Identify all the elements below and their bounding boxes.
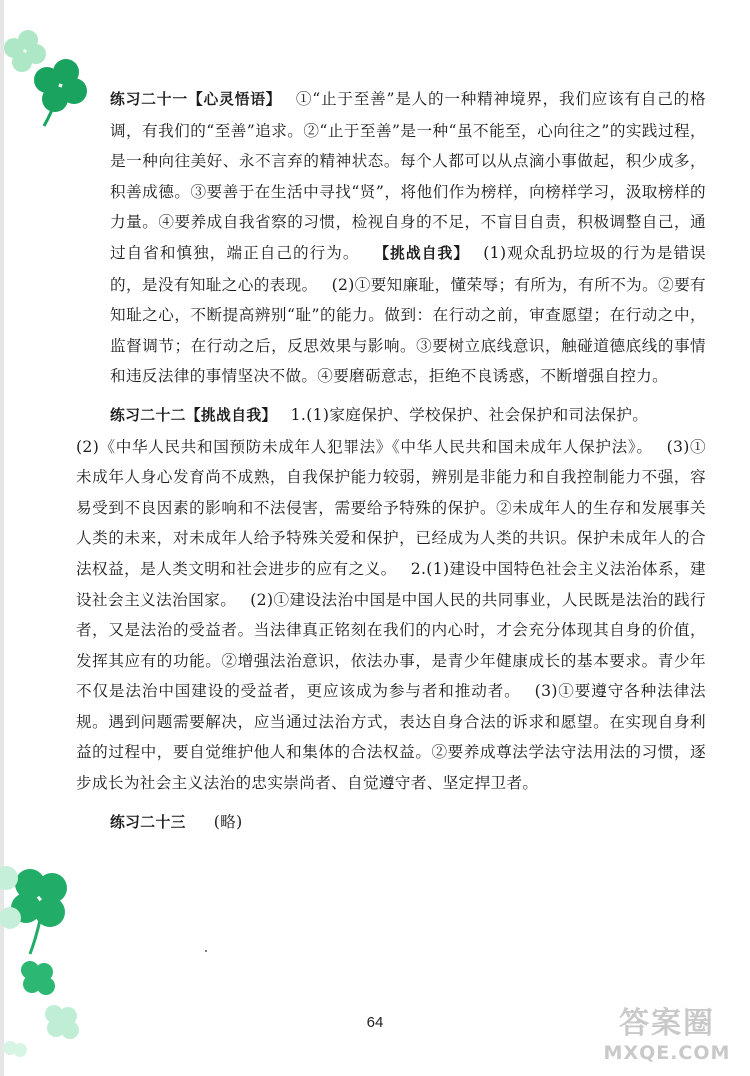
watermark-logo <box>592 1006 742 1068</box>
exercise-22-cont <box>76 432 706 799</box>
exercise-22-answer-1-3: (3)①未成年人身心发育尚不成熟，自我保护能力较弱，辨别是非能力和自我控制能力不强，容易受到不良因素的影响和不法侵害，需要给予特殊的保护。②未成年人的生存和发展事关人类的未来，对未成年人给予特殊关爱和保护，已经成为人类的共识。保护未成年人的合法权益，是人类文明和社会进步的应有之义。 <box>76 437 706 578</box>
exercise-22-answer-2-1: 2.(1)建设中国特色社会主义法治体系，建设社会主义法治国家。 <box>76 559 706 609</box>
watermark-bottom-text: MXQE.COM <box>603 1042 731 1064</box>
exercise-21-challenge-1: (1)观众乱扔垃圾的行为是错误的，是没有知耻之心的表现。 <box>110 243 706 294</box>
exercise-22-answer-1-1: 1.(1)家庭保护、学校保护、社会保护和司法保护。 <box>290 405 649 424</box>
exercise-22-tag-challenge: 【挑战自我】 <box>185 406 277 424</box>
clover-icon <box>0 22 100 132</box>
answer-content <box>76 84 706 838</box>
exercise-21-tag-challenge: 【挑战自我】 <box>373 244 470 262</box>
stray-dot <box>205 950 207 952</box>
exercise-21-challenge-2: (2)①要知廉耻，懂荣辱；有所为，有所不为。②要有知耻之心，不断提高辨别“耻”的能力。做到：在行动之前，审查愿望；在行动之中，监督调节；在行动之后，反思效果与影响。③要树立底线意识，触碰道德底线的事情和违反法律的事情坚决不做。④要磨砺意志，拒绝不良诱惑，不断增强自控力。 <box>110 275 706 386</box>
exercise-22-answer-2-3: (3)①要遵守各种法律法规。遇到问题需要解决，应当通过法治方式，表达自身合法的诉求和愿望。在实现自身利益的过程中，要自觉维护他人和集体的合法权益。②要养成尊法学法守法用法的习惯，逐步成长为社会主义法治的忠实崇尚者、自觉遵守者、坚定捍卫者。 <box>76 682 706 793</box>
exercise-21-title: 练习二十一 <box>110 91 188 108</box>
clover-icon <box>0 858 95 1076</box>
exercise-22 <box>110 400 706 432</box>
exercise-23 <box>110 807 706 839</box>
exercise-22-answer-2-2: (2)①建设法治中国是中国人民的共同事业，人民既是法治的践行者，又是法治的受益者。当法律真正铭刻在我们的内心时，才会充分体现其自身的价值，发挥其应有的功能。②增强法治意识，依法办事，是青少年健康成长的基本要求。青少年不仅是法治中国建设的受益者，更应该成为参与者和推动者。 <box>76 590 706 701</box>
exercise-22-title: 练习二十二 <box>110 406 186 424</box>
exercise-23-title: 练习二十三 <box>110 813 186 831</box>
exercise-21 <box>110 84 706 392</box>
page-number: 64 <box>366 1014 384 1031</box>
exercise-21-tag-insight: 【心灵悟语】 <box>187 91 282 108</box>
exercise-23-text: (略) <box>213 812 243 831</box>
exercise-21-insight-text: ①“止于至善”是人的一种精神境界，我们应该有自己的格调，有我们的“至善”追求。②“止于至善”是一种“虽不能至，心向往之”的实践过程，是一种向往美好、永不言弃的精神状态。每个人都可以从点滴小事做起，积少成多，积善成德。③要善于在生活中寻找“贤”，将他们作为榜样，向榜样学习，汲取榜样的力量。④要养成自我省察的习惯，检视自身的不足，不盲目自责，积极调整自己，通过自省和慎独，端正自己的行为。 <box>110 90 706 262</box>
watermark-top-text: 答案圈 <box>619 1006 715 1041</box>
exercise-22-answer-1-2: (2)《中华人民共和国预防未成年人犯罪法》《中华人民共和国未成年人保护法》。 <box>76 437 653 456</box>
